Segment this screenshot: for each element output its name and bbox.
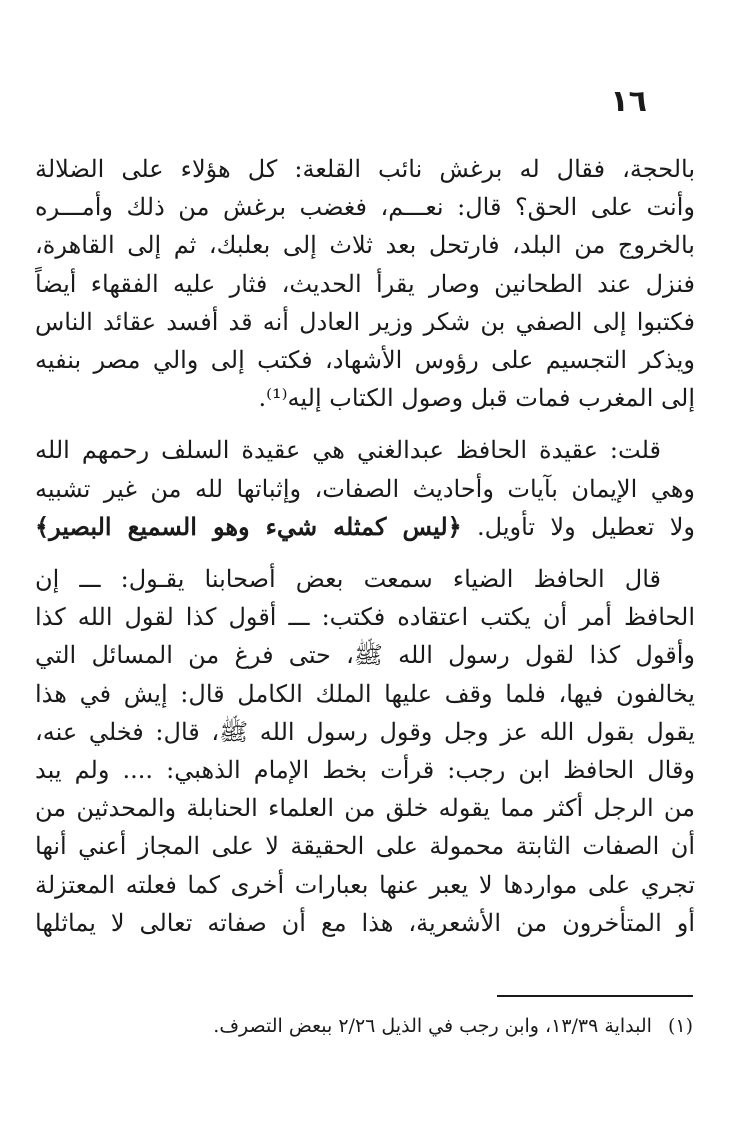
footnote [213, 1012, 693, 1040]
text-line: أن الصفات الثابتة محمولة على الحقيقة لا على المجاز أعني أنها [35, 832, 695, 861]
paragraph-3 [35, 560, 695, 942]
text-line: تجري على مواردها لا يعبر عنها بعبارات أخرى كما فعلته المعتزلة [35, 870, 695, 899]
text-line: بالحجة، فقال له برغش نائب القلعة: كل هؤلاء على الضلالة [35, 155, 695, 183]
footnote-divider [497, 995, 693, 997]
text-line: قلت: عقيدة الحافظ عبدالغني هي عقيدة السلف رحمهم الله [35, 436, 661, 465]
text-line: وهي الإيمان بآيات وأحاديث الصفات، وإثباتها لله من غير تشبيه [35, 474, 695, 503]
text-line: بالخروج من البلد، فارتحل بعد ثلاث إلى بعلبك، ثم إلى القاهرة، [35, 231, 695, 260]
text-line: أو المتأخرون من الأشعرية، هذا مع أن صفاته تعالى لا يماثلها [35, 908, 695, 937]
text-line: قال الحافظ الضياء سمعت بعض أصحابنا يقـول: ـــ إن [35, 565, 661, 594]
text-line: وأقول كذا لقول رسول الله ﷺ، حتى فرغ من المسائل التي [35, 641, 695, 670]
paragraph-2 [35, 431, 695, 546]
footnote-number: (١) [667, 1015, 693, 1037]
text-line: وقال الحافظ ابن رجب: قرأت بخط الإمام الذهبي: .... ولم يبد [35, 756, 695, 785]
text-fragment: ولا تعطيل ولا تأويل. [461, 512, 695, 541]
paragraph-1 [35, 150, 695, 417]
text-line: يقول بقول الله عز وجل وقول رسول الله ﷺ، قال: فخلي عنه، [35, 717, 695, 746]
text-line-mixed [35, 508, 695, 546]
text-line: من الرجل أكثر مما يقوله خلق من العلماء الحنابلة والمحدثين من [35, 794, 696, 823]
body-text [35, 150, 695, 942]
page-number: ١٦ [610, 84, 647, 119]
text-line: فنزل عند الطحانين وصار يقرأ الحديث، فثار عليه الفقهاء أيضاً [35, 269, 695, 298]
text-line: يخالفون فيها، فلما وقف عليها الملك الكامل قال: إيش في هذا [35, 679, 695, 708]
quran-verse: ﴿ليس كمثله شيء وهو السميع البصير﴾ [35, 511, 462, 541]
text-line: الحافظ أمر أن يكتب اعتقاده فكتب: ـــ أقول كذا لقول الله كذا [35, 603, 695, 632]
text-line: ويذكر التجسيم على رؤوس الأشهاد، فكتب إلى والي مصر بنفيه [35, 346, 695, 375]
text-line: فكتبوا إلى الصفي بن شكر وزير العادل أنه قد أفسد عقائد الناس [35, 307, 695, 336]
footnote-text: البداية ١٣/٣٩، وابن رجب في الذيل ٢/٢٦ ببعض التصرف. [213, 1015, 652, 1037]
text-line: إلى المغرب فمات قبل وصول الكتاب إليه⁽¹⁾. [258, 384, 695, 413]
text-line: وأنت على الحق؟ قال: نعـــم، فغضب برغش من ذلك وأمـــره [35, 193, 695, 222]
